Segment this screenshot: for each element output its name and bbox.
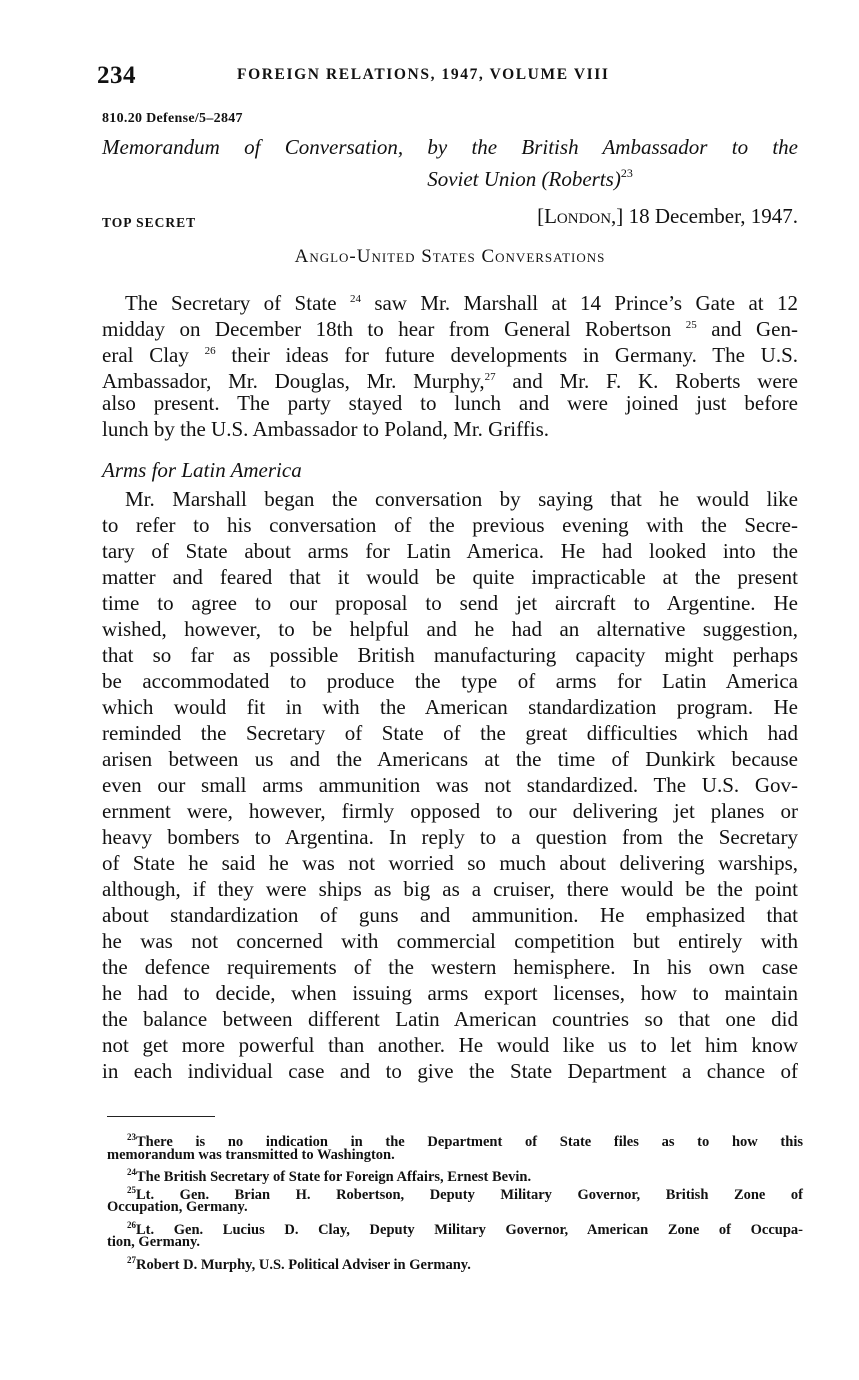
footnote-ref-23: 23 <box>620 166 633 180</box>
footnote-marker-23: 23 <box>127 1132 136 1142</box>
text-segment: The Secretary of State <box>125 291 350 315</box>
text-line: he was not concerned with commercial competition but entirely with <box>102 929 798 953</box>
footnote-marker-25: 25 <box>127 1184 136 1195</box>
footnote-line <box>107 1252 803 1273</box>
paragraph-arms <box>102 486 798 1084</box>
text-segment: eral Clay <box>102 343 205 367</box>
text-line: the defence requirements of the western hemisphere. In his own case <box>102 955 798 979</box>
text-line: about standardization of guns and ammunition. He emphasized that <box>102 903 798 927</box>
section-heading: Anglo-United States Conversations <box>294 246 606 267</box>
footnote-ref-24: 24 <box>349 293 361 305</box>
text-line <box>102 312 798 341</box>
footnote-ref-26: 26 <box>204 345 216 357</box>
text-line: to refer to his conversation of the previous evening with the Secre- <box>102 513 798 537</box>
footnotes <box>107 1129 803 1273</box>
footnote-ref-27: 27 <box>484 371 496 383</box>
title-line-2 <box>102 160 798 192</box>
title-line-1: Memorandum of Conversation, by the British Ambassador to the <box>102 135 798 159</box>
text-line: wished, however, to be helpful and he had an alternative suggestion, <box>102 617 798 641</box>
footnote-text: memorandum was transmitted to Washington. <box>107 1146 395 1163</box>
text-segment: also present. The party stayed to lunch and were joined just before <box>102 391 798 415</box>
paragraph-intro <box>102 286 798 442</box>
text-line <box>102 390 798 416</box>
page-number: 234 <box>97 62 136 89</box>
text-segment: and Gen- <box>696 317 798 341</box>
footnote-text: The British Secretary of State for Foreign Affairs, Ernest Bevin. <box>136 1169 532 1185</box>
text-segment: midday on December 18th to hear from General Robertson <box>102 317 686 341</box>
dateline-place: [London,] <box>537 204 624 228</box>
dateline-date: 18 December, 1947. <box>628 204 798 228</box>
footnote-line <box>107 1217 803 1238</box>
footnote-rule <box>107 1116 215 1117</box>
text-line: although, if they were ships as big as a cruiser, there would be the point <box>102 877 798 901</box>
text-line: not get more powerful than another. He would like us to let him know <box>102 1033 798 1057</box>
text-segment: saw Mr. Marshall at 14 Prince’s Gate at 12 <box>360 291 799 315</box>
text-segment: Ambassador, Mr. Douglas, Mr. Murphy, <box>102 369 485 393</box>
footnote-line <box>107 1182 803 1203</box>
footnote-ref-25: 25 <box>685 319 697 331</box>
text-line: he had to decide, when issuing arms export licenses, how to maintain <box>102 981 798 1005</box>
text-line: that so far as possible British manufacturing capacity might perhaps <box>102 643 798 667</box>
document-title <box>102 134 798 192</box>
text-line: the balance between different Latin American countries so that one did <box>102 1007 798 1031</box>
text-line: which would fit in with the American standardization program. He <box>102 695 798 719</box>
footnote-marker-26: 26 <box>127 1219 136 1230</box>
text-line <box>102 338 798 367</box>
dateline <box>460 204 798 229</box>
footnote-marker-24: 24 <box>127 1167 136 1177</box>
text-line: reminded the Secretary of State of the great difficulties which had <box>102 721 798 745</box>
footnote-line <box>107 1129 803 1150</box>
page-header <box>97 62 797 94</box>
text-line: tary of State about arms for Latin America. He had looked into the <box>102 539 798 563</box>
text-line: matter and feared that it would be quite impracticable at the present <box>102 565 798 589</box>
classification-label: TOP SECRET <box>102 215 197 230</box>
running-head: FOREIGN RELATIONS, 1947, VOLUME VIII <box>237 66 610 83</box>
text-segment: lunch by the U.S. Ambassador to Poland, Mr. Griffis. <box>102 417 550 441</box>
text-line <box>102 416 798 442</box>
footnote-text: tion, Germany. <box>107 1234 201 1250</box>
text-line: of State he said he was not worried so much about delivering warships, <box>102 851 798 875</box>
footnote-text: Occupation, Germany. <box>107 1199 248 1215</box>
text-line <box>102 286 799 315</box>
sub-heading: Arms for Latin America <box>102 458 302 482</box>
text-segment: and Mr. F. K. Roberts were <box>495 369 798 393</box>
text-segment: their ideas for future developments in Germany. The U.S. <box>215 343 798 367</box>
text-line: be accommodated to produce the type of arms for Latin America <box>102 669 798 693</box>
footnote-text: Lt. Gen. Lucius D. Clay, Deputy Military Governor, American Zone of Occupa- <box>136 1221 803 1238</box>
text-line: in each individual case and to give the State Department a chance of <box>102 1059 798 1083</box>
text-line: time to agree to our proposal to send jet aircraft to Argentine. He <box>102 591 798 615</box>
text-line: even our small arms ammunition was not standardized. The U.S. Gov- <box>102 773 798 797</box>
file-number: 810.20 Defense/5–2847 <box>102 111 243 126</box>
text-line: Mr. Marshall began the conversation by saying that he would like <box>125 487 798 511</box>
footnote-line <box>107 1164 803 1185</box>
text-line: heavy bombers to Argentina. In reply to a question from the Secretary <box>102 825 798 849</box>
text-line: ernment were, however, firmly opposed to our delivering jet planes or <box>102 799 798 823</box>
title-line-2-text: Soviet Union (Roberts) <box>427 167 621 191</box>
footnote-text: Lt. Gen. Brian H. Robertson, Deputy Military Governor, British Zone of <box>136 1186 803 1203</box>
footnote-text: There is no indication in the Department of State files as to how this <box>136 1134 803 1150</box>
text-line <box>102 364 798 393</box>
text-line: arisen between us and the Americans at the time of Dunkirk because <box>102 747 798 771</box>
footnote-marker-27: 27 <box>127 1254 136 1265</box>
footnote-text: Robert D. Murphy, U.S. Political Adviser in Germany. <box>136 1256 471 1273</box>
